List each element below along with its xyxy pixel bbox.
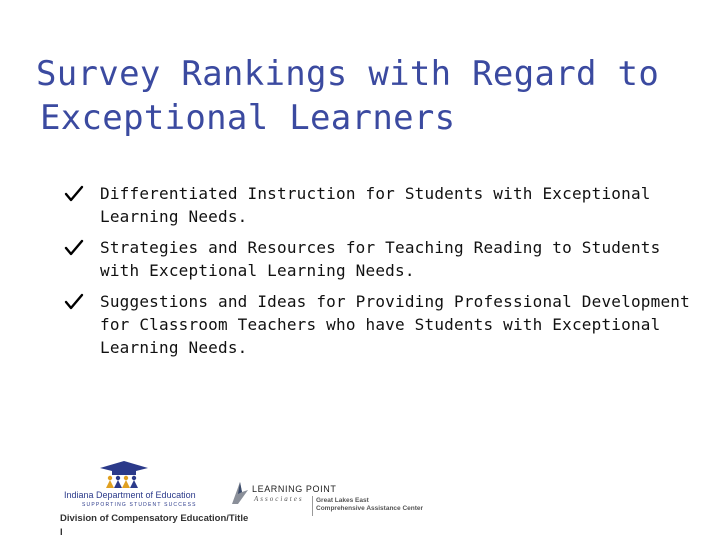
checkmark-icon: [64, 184, 84, 204]
graduation-cap-icon: [60, 460, 220, 492]
learning-point-mark-icon: [230, 480, 250, 506]
bullet-list: [60, 182, 700, 367]
bullet-item: [60, 182, 700, 228]
slide-title-line-1: Survey Rankings with Regard to: [36, 54, 660, 94]
bullet-item: [60, 236, 700, 282]
bullet-text: Suggestions and Ideas for Providing Professional Development for Classroom Teachers who have Students with Exceptional Learning Needs.: [100, 292, 690, 357]
indiana-doe-tagline: SUPPORTING STUDENT SUCCESS: [82, 502, 197, 508]
learning-point-logo: [230, 478, 480, 518]
division-label: Division of Compensatory Education/Title I: [60, 513, 249, 538]
slide-title: [36, 52, 716, 140]
great-lakes-line-2: Comprehensive Assistance Center: [316, 505, 424, 512]
checkmark-icon: [64, 238, 84, 258]
bullet-text: Strategies and Resources for Teaching Reading to Students with Exceptional Learning Needs.: [100, 238, 661, 280]
slide-title-line-2: Exceptional Learners: [40, 98, 456, 138]
footer: [60, 460, 480, 546]
learning-point-name: LEARNING POINT: [252, 484, 337, 494]
great-lakes-east-label: [316, 497, 423, 513]
checkmark-icon: [64, 292, 84, 312]
learning-point-sub: Associates: [254, 495, 304, 503]
great-lakes-line-1: Great Lakes East: [316, 497, 369, 504]
logo-divider: [312, 496, 313, 516]
bullet-item: [60, 290, 700, 359]
bullet-text: Differentiated Instruction for Students with Exceptional Learning Needs.: [100, 184, 651, 226]
indiana-doe-name: Indiana Department of Education: [64, 490, 196, 500]
indiana-doe-logo: [60, 460, 220, 516]
